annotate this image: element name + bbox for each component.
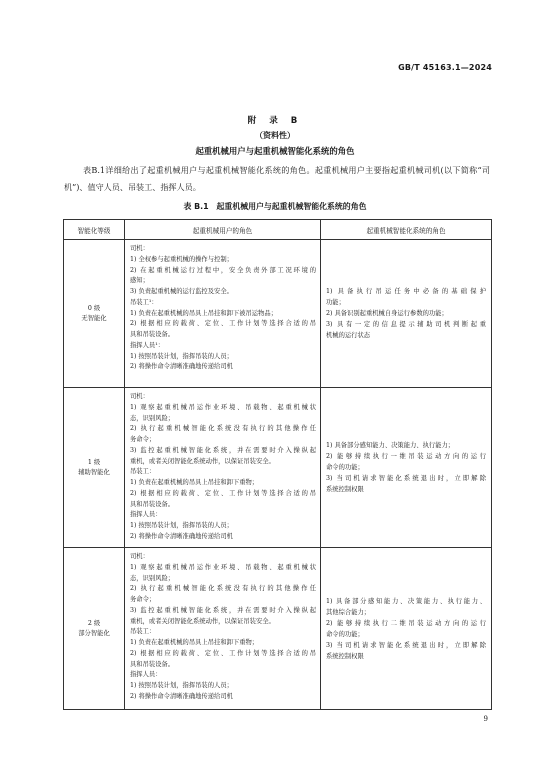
system-role-line: 命令的功能； [326,464,364,471]
user-role-line: 感知； [130,277,149,285]
table-row [64,388,492,548]
header-user-role: 起重机械用户的角色 [125,220,321,240]
level-text: 2 级 [87,619,101,627]
user-role-line: 吊装工： [130,468,156,476]
user-role-line: 指挥人员： [130,671,162,679]
user-role-line: 3) 监控起重机械智能化系统，并在需要时介入操纵起 [130,606,316,614]
header-level: 智能化等级 [64,220,125,240]
system-role-line: 系统控制权限 [326,486,364,493]
user-role-line: 司机： [130,553,149,560]
user-role-line: 1) 负责在起重机械的吊具上吊挂和卸下重物； [130,479,259,486]
user-role-line: 态，识别风险； [130,574,175,582]
system-role-line: 3) 当司机请求智能化系统退出时，立即解除 [326,475,486,482]
user-role-cell [125,548,321,710]
table-row [64,240,492,388]
level-text: 辅助智能化 [78,468,110,476]
system-role-line: 命令的功能； [326,630,364,638]
user-role-line: 吊装工： [130,628,156,636]
level-text: 1 级 [87,458,101,466]
standard-code: GB/T 45163.1—2024 [398,63,492,72]
user-role-line: 2) 将操作命令清晰准确地传递给司机 [130,363,233,371]
level-cell [64,388,125,548]
user-role-line: 1) 按照吊装计划，指挥吊装的人员； [130,682,233,689]
user-role-line: 3) 监控起重机械智能化系统，并在需要时介入操纵起 [130,446,316,454]
intro-paragraph: 表B.1详细给出了起重机械用户与起重机械智能化系统的角色。起重机械用户主要指起重机械司机(以下简称“司机”)、值守人员、吊装工、指挥人员。 [64,165,490,192]
user-role-line: 1) 全权参与起重机械的操作与控制； [130,255,233,263]
system-role-line: 2) 具备识别起重机械自身运行参数的功能； [326,310,448,317]
user-role-line: 司机： [130,393,149,400]
system-role-line: 系统控制权限 [326,652,364,660]
user-role-line: 司机： [130,245,149,252]
user-role-line: 务命令； [130,596,156,603]
level-cell [64,240,125,388]
user-role-line: 具和吊装设备。 [130,331,175,338]
user-role-line: 具和吊装设备。 [130,660,175,668]
user-role-cell [125,388,321,548]
annex-title: 附 录 B [247,116,303,126]
system-role-line: 1) 具备执行吊运任务中必备的基础保护 [326,288,486,295]
system-role-line: 机械的运行状态 [326,332,371,339]
user-role-line: 指挥人员¹： [130,341,165,349]
table-header-row [64,220,492,240]
user-role-line: 3) 负责起重机械的运行监控及安全。 [130,288,233,295]
user-role-line: 2) 根据相应的载荷、定位、工作计划等选择合适的吊 [130,320,316,328]
user-role-line: 1) 观察起重机械吊运作业环境、吊载物、起重机械状 [130,403,316,411]
roles-table [63,219,492,710]
system-role-line: 1) 具备部分感知能力、决策能力、执行能力、 [326,597,486,605]
user-role-line: 2) 根据相应的载荷、定位、工作计划等选择合适的吊 [130,489,316,497]
level-text: 0 级 [87,304,101,312]
user-role-line: 态，识别风险； [130,414,175,422]
system-role-line: 2) 能够持续执行二维吊装运动方向的运行 [326,619,486,627]
system-role-line: 1) 具备部分感知能力、决策能力、执行能力； [326,442,455,449]
user-role-line: 2) 将操作命令清晰准确地传递给司机 [130,532,233,540]
level-text: 部分智能化 [78,629,110,637]
table-row [64,548,492,710]
system-role-cell [321,548,492,710]
user-role-line: 2) 将操作命令清晰准确地传递给司机 [130,692,233,700]
system-role-line: 3) 具有一定的信息提示辅助司机判断起重 [326,321,486,328]
user-role-line: 1) 负责在起重机械的吊具上吊挂和卸下被吊运物品； [130,309,277,317]
user-role-line: 1) 观察起重机械吊运作业环境、吊载物、起重机械状 [130,563,316,571]
table-caption: 表 B.1 起重机械用户与起重机械智能化系统的角色 [183,202,367,211]
system-role-line: 功能； [326,299,345,306]
system-role-cell [321,240,492,388]
header-system-role: 起重机械智能化系统的角色 [321,220,492,240]
user-role-line: 1) 负责在起重机械的吊具上吊挂和卸下重物； [130,639,259,646]
system-role-line: 3) 当司机请求智能化系统退出时，立即解除 [326,641,486,649]
annex-heading: 起重机械用户与起重机械智能化系统的角色 [195,146,355,156]
user-role-line: 务命令； [130,436,156,443]
user-role-line: 1) 按照吊装计划，指挥吊装的人员； [130,352,233,360]
annex-nature: （资料性） [255,131,295,140]
level-cell [64,548,125,710]
user-role-line: 具和吊装设备。 [130,500,175,508]
user-role-line: 2) 根据相应的载荷、定位、工作计划等选择合适的吊 [130,649,316,657]
user-role-line: 2) 执行起重机械智能化系统没有执行的其他操作任 [130,425,316,433]
user-role-cell [125,240,321,388]
user-role-line: 1) 按照吊装计划，指挥吊装的人员； [130,522,233,529]
user-role-line: 重机，或者关闭智能化系统动作，以保证吊装安全。 [130,457,275,465]
user-role-line: 指挥人员： [130,511,162,519]
system-role-cell [321,388,492,548]
system-role-line: 2) 能够持续执行一维吊装运动方向的运行 [326,453,486,460]
user-role-line: 2) 在起重机械运行过程中，安全负责外部工况环境的 [130,266,316,274]
user-role-line: 重机，或者关闭智能化系统动作，以保证吊装安全。 [130,617,275,625]
user-role-line: 吊装工¹： [130,298,158,306]
level-text: 无智能化 [81,314,107,322]
system-role-line: 其他综合能力； [326,608,371,616]
user-role-line: 2) 执行起重机械智能化系统没有执行的其他操作任 [130,585,316,593]
page-number: 9 [483,715,488,723]
